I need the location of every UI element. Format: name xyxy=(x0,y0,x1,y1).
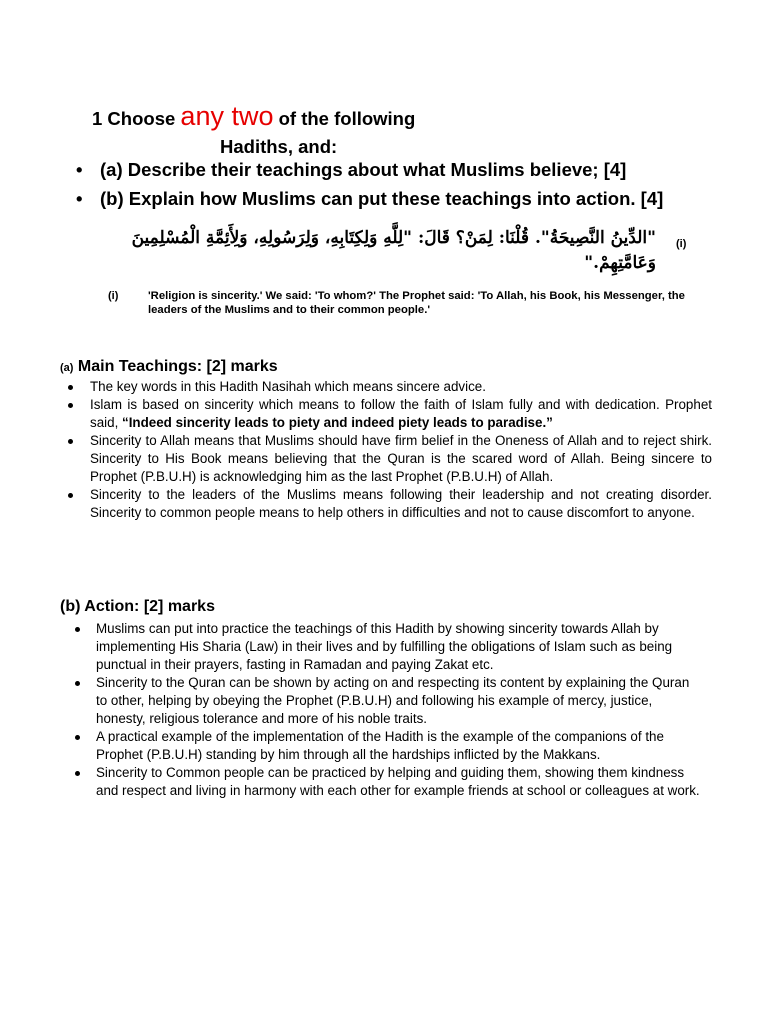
prophet-quote: “Indeed sincerity leads to piety and indeed piety leads to paradise.” xyxy=(122,415,553,430)
list-item: Sincerity to the Quran can be shown by acting on and respecting its content by explaining the Quran to other, helping by obeying the Prophet (P.B.U.H) and following his example of mercy, justice, honesty, religious tolerance and more of his noble traits. xyxy=(96,674,700,728)
question-bullet-a xyxy=(76,159,626,181)
list-item: Sincerity to the leaders of the Muslims means following their leadership and not creating disorder. Sincerity to common people means to help others in difficulties and not to cause discomfort to anyone. xyxy=(90,486,712,522)
section-a-title: Main Teachings: [2] marks xyxy=(77,358,278,375)
bullet-icon: • xyxy=(76,159,83,180)
question-line-2: Hadiths, and: xyxy=(220,136,338,157)
question-prefix: 1 Choose xyxy=(92,108,176,129)
section-a-list xyxy=(90,378,712,522)
section-b-list xyxy=(96,620,700,800)
bullet-icon xyxy=(68,493,73,498)
hadith-number-english: (i) xyxy=(108,290,119,302)
question-bullet-b xyxy=(76,188,663,210)
question-bullet-b-text: (b) Explain how Muslims can put these teachings into action. [4] xyxy=(100,188,664,209)
bullet-icon xyxy=(75,735,80,740)
bullet-icon xyxy=(75,771,80,776)
list-item: The key words in this Hadith Nasihah which means sincere advice. xyxy=(90,378,712,396)
bullet-icon: • xyxy=(76,188,83,209)
bullet-icon xyxy=(75,681,80,686)
bullet-icon xyxy=(68,385,73,390)
list-item: Sincerity to Allah means that Muslims should have firm belief in the Oneness of Allah and to reject shirk. Sincerity to His Book means believing that the Quran is the scared word of Allah. Being sincere to Prophet (P.B.U.H) is acknowledging him as the last Prophet (P.B.U.H) of Allah. xyxy=(90,432,712,486)
hadith-number-arabic: (i) xyxy=(676,238,687,250)
bullet-icon xyxy=(68,439,73,444)
hadith-english-translation: 'Religion is sincerity.' We said: 'To whom?' The Prophet said: 'To Allah, his Book, his Messenger, the leaders of the Muslims and to their common people.' xyxy=(148,290,685,316)
list-item: Sincerity to Common people can be practiced by helping and guiding them, showing them kindness and respect and living in harmony with each other for example friends at school or colleagues at work. xyxy=(96,764,700,800)
section-a-heading xyxy=(60,358,278,376)
list-item: A practical example of the implementation of the Hadith is the example of the companions of the Prophet (P.B.U.H) standing by him through all the hardships inflicted by the Makkans. xyxy=(96,728,700,764)
section-b-heading: (b) Action: [2] marks xyxy=(60,598,215,615)
section-a-label: (a) xyxy=(60,362,74,374)
question-suffix: of the following xyxy=(278,108,416,129)
hadith-arabic-text: "الدِّينُ النَّصِيحَةُ". قُلْنَا: لِمَنْ؟ قَالَ: "لِلَّهِ وَلِكِتَابِهِ، وَلِرَسُولِهِ، وَلِأَئِمَّةِ الْمُسْلِمِينَ وَعَامَّتِهِمْ." xyxy=(131,228,656,273)
bullet-icon xyxy=(68,403,73,408)
question-line-1 xyxy=(92,101,415,132)
bullet-icon xyxy=(75,627,80,632)
question-bullet-a-text: (a) Describe their teachings about what Muslims believe; [4] xyxy=(100,159,627,180)
list-item: Muslims can put into practice the teachings of this Hadith by showing sincerity towards Allah by implementing His Sharia (Law) in their lives and by fulfilling the obligations of Islam such as being punctual in their prayers, fasting in Ramadan and paying Zakat etc. xyxy=(96,620,700,674)
list-item: Islam is based on sincerity which means to follow the faith of Islam fully and with dedication. Prophet said, “Indeed sincerity leads to piety and indeed piety leads to paradise.” xyxy=(90,396,712,432)
question-highlight: any two xyxy=(180,101,274,131)
